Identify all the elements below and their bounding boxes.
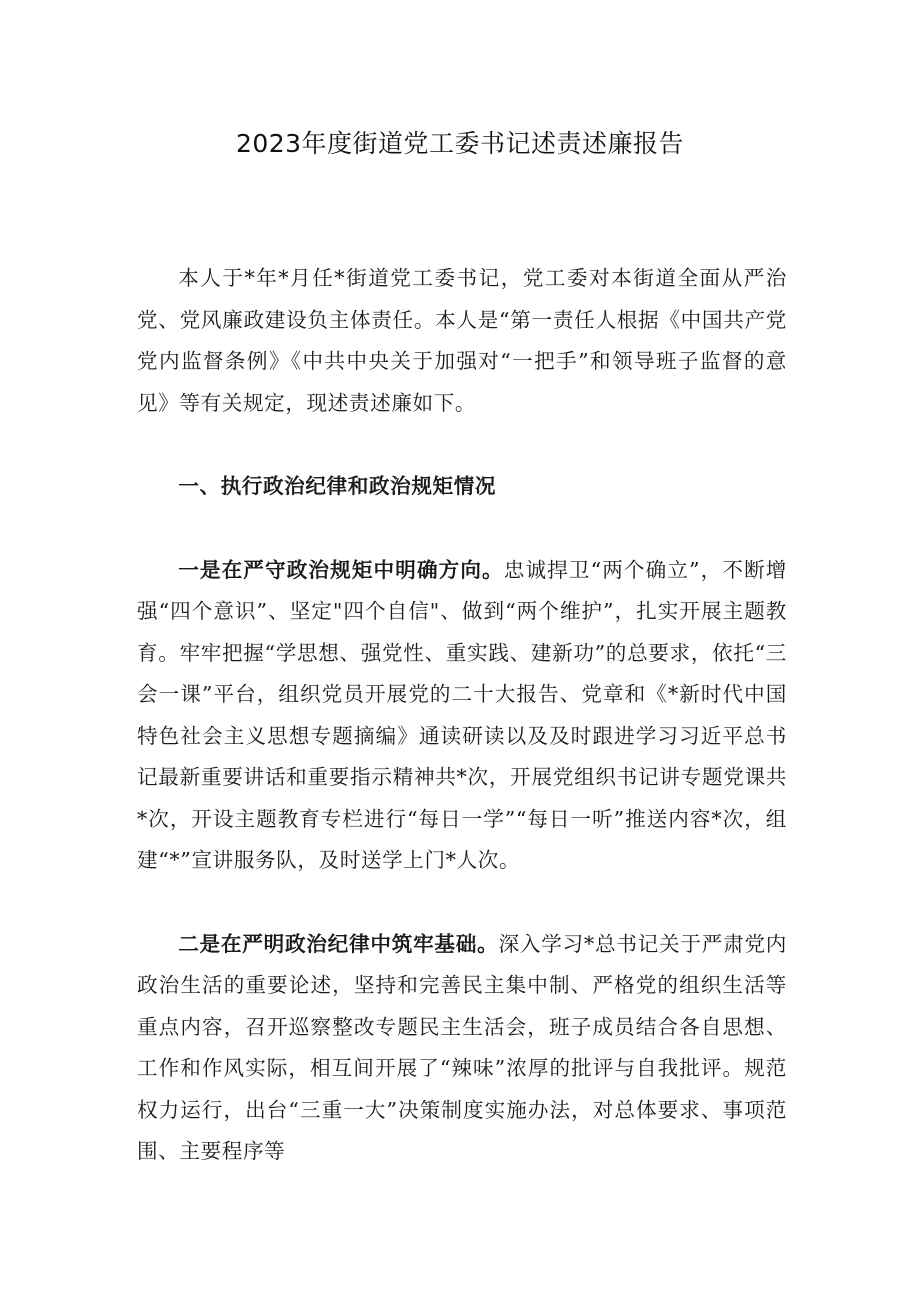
document-title: 2023年度街道党工委书记述责述廉报告 bbox=[235, 129, 685, 158]
section-heading: 一、执行政治纪律和政治规矩情况 bbox=[178, 474, 497, 498]
spacer bbox=[137, 882, 787, 924]
paragraph-1 bbox=[137, 550, 787, 882]
paragraph-2-text: 深入学习*总书记关于严肃党内政治生活的重要论述，坚持和完善民主集中制、严格党的组织生活等重点内容，召开巡察整改专题民主生活会，班子成员结合各自思想、工作和作风实际，相互间开展了“辣味”浓厚的批评与自我批评。规范权力运行，出台“三重一大”决策制度实施办法，对总体要求、事项范围、主要程序等 bbox=[137, 931, 787, 1163]
paragraph-1-text: 忠诚捍卫“两个确立”，不断增强“四个意识”、坚定"四个自信"、做到“两个维护”，扎实开展主题教育。牢牢把握“学思想、强党性、重实践、建新功”的总要求，依托“三会一课”平台，组织党员开展党的二十大报告、党章和《*新时代中国特色社会主义思想专题摘编》通读研读以及及时跟进学习习近平总书记最新重要讲话和重要指示精神共*次，开展党组织书记讲专题党课共*次，开设主题教育专栏进行“每日一学”“每日一听”推送内容*次，组建“*”宣讲服务队，及时送学上门*人次。 bbox=[137, 557, 787, 872]
spacer bbox=[137, 424, 787, 466]
paragraph-2-lead: 二是在严明政治纪律中筑牢基础。 bbox=[178, 931, 499, 956]
document-body bbox=[137, 258, 787, 1173]
intro-paragraph: 本人于*年*月任*街道党工委书记，党工委对本街道全面从严治党、党风廉政建设负主体责任。本人是“第一责任人根据《中国共产党党内监督条例》《中共中央关于加强对“一把手”和领导班子监督的意见》等有关规定，现述责述廉如下。 bbox=[137, 266, 787, 415]
spacer bbox=[137, 508, 787, 550]
paragraph-2 bbox=[137, 924, 787, 1173]
paragraph-1-lead: 一是在严守政治规矩中明确方向。 bbox=[178, 557, 504, 582]
